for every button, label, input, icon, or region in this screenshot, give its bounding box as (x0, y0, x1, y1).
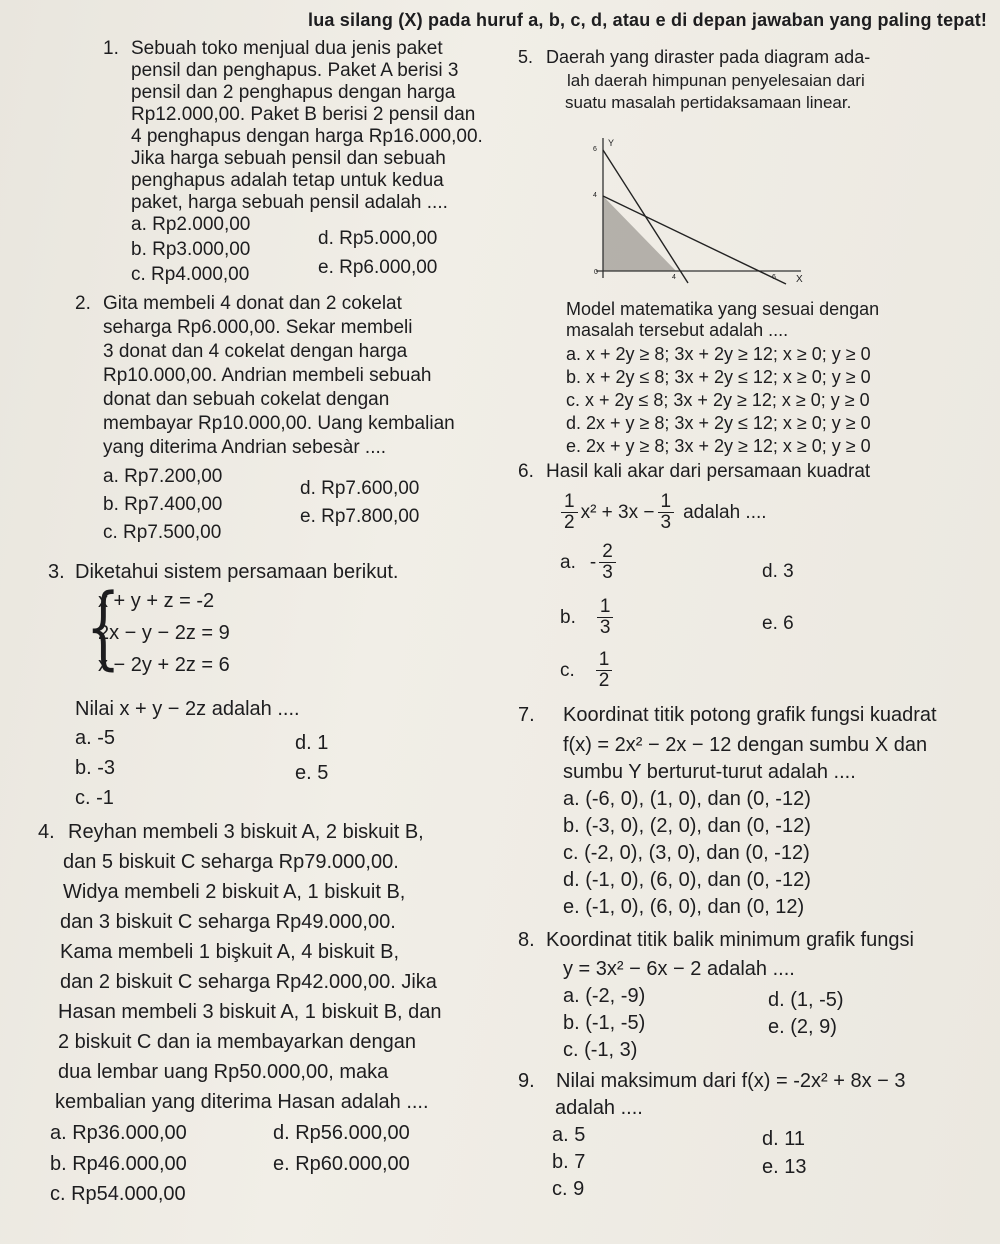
q1-line: Rp12.000,00. Paket B berisi 2 pensil dan (131, 104, 476, 125)
q3-intro: Diketahui sistem persamaan berikut. (75, 561, 399, 583)
q7-option-b[interactable]: b. (-3, 0), (2, 0), dan (0, -12) (563, 815, 811, 837)
q7-option-e[interactable]: e. (-1, 0), (6, 0), dan (0, 12) (563, 896, 805, 918)
q1-option-a[interactable]: a. Rp2.000,00 (131, 214, 251, 235)
graph-x-label: X (796, 274, 803, 285)
q1-line: pensil dan penghapus. Paket A berisi 3 (131, 60, 459, 81)
q8-option-c[interactable]: c. (-1, 3) (563, 1039, 638, 1061)
q9-option-a[interactable]: a. 5 (552, 1124, 586, 1146)
q7-line: Koordinat titik potong grafik fungsi kuadrat (563, 704, 937, 726)
q4-line: dua lembar uang Rp50.000,00, maka (58, 1061, 389, 1083)
q2-line: 3 donat dan 4 cokelat dengan harga (103, 341, 408, 362)
q6-number: 6. (518, 461, 534, 482)
q8-option-a[interactable]: a. (-2, -9) (563, 985, 646, 1007)
q8-line: Koordinat titik balik minimum grafik fungsi (546, 929, 914, 951)
graph-tick: 4 (672, 274, 676, 281)
q2-number: 2. (75, 293, 91, 314)
q6-option-b[interactable]: b. $\frac{1}{3}$ (560, 597, 616, 638)
q2-line: membayar Rp10.000,00. Uang kembalian (103, 413, 455, 434)
q5-after-line: Model matematika yang sesuai dengan (566, 299, 880, 319)
q8-option-e[interactable]: e. (2, 9) (768, 1016, 837, 1038)
q3-equation: 2x − y − 2z = 9 (98, 622, 230, 644)
q5-line: lah daerah himpunan penyelesaian dari (567, 71, 865, 90)
q3-number: 3. (48, 561, 65, 583)
q3-option-a[interactable]: a. -5 (75, 727, 116, 749)
q1-option-c[interactable]: c. Rp4.000,00 (131, 264, 250, 285)
q8-option-d[interactable]: d. (1, -5) (768, 989, 844, 1011)
q3-option-c[interactable]: c. -1 (75, 787, 114, 809)
q2-line: Rp10.000,00. Andrian membeli sebuah (103, 365, 432, 386)
q1-option-e[interactable]: e. Rp6.000,00 (318, 257, 438, 278)
q6-eq-frac1: $\frac{1}{2}$ (561, 492, 578, 533)
q4-line: dan 3 biskuit C seharga Rp49.000,00. (60, 911, 396, 933)
graph-origin: 0 (594, 269, 598, 276)
q6-eq-frac2: $\frac{1}{3}$ (658, 492, 675, 533)
system-brace: { (86, 575, 121, 680)
q2-line: Gita membeli 4 donat dan 2 cokelat (103, 293, 402, 314)
q5-line: suatu masalah pertidaksamaan linear. (565, 93, 852, 112)
q9-line: adalah .... (555, 1097, 643, 1119)
q8-option-b[interactable]: b. (-1, -5) (563, 1012, 646, 1034)
q5-option-e[interactable]: e. 2x + y ≥ 8; 3x + 2y ≥ 12; x ≥ 0; y ≥ 0 (566, 436, 871, 456)
q5-option-b[interactable]: b. x + 2y ≤ 8; 3x + 2y ≤ 12; x ≥ 0; y ≥ 0 (566, 367, 871, 387)
q4-line: 2 biskuit C dan ia membayarkan dengan (58, 1031, 416, 1053)
q8-number: 8. (518, 929, 535, 951)
q9-number: 9. (518, 1070, 535, 1092)
q2-option-b[interactable]: b. Rp7.400,00 (103, 494, 223, 515)
q1-line: Sebuah toko menjual dua jenis paket (131, 38, 443, 59)
q5-after-line: masalah tersebut adalah .... (566, 320, 789, 340)
q4-line: Reyhan membeli 3 biskuit A, 2 biskuit B, (68, 821, 424, 843)
q4-number: 4. (38, 821, 55, 843)
graph-tick: 4 (593, 192, 597, 199)
q4-option-c[interactable]: c. Rp54.000,00 (50, 1183, 186, 1205)
q6-option-e[interactable]: e. 6 (762, 613, 794, 634)
q8-line: y = 3x² − 6x − 2 adalah .... (563, 958, 795, 980)
q4-option-a[interactable]: a. Rp36.000,00 (50, 1122, 187, 1144)
q7-number: 7. (518, 704, 535, 726)
q6-option-d[interactable]: d. 3 (762, 561, 794, 582)
q3-option-e[interactable]: e. 5 (295, 762, 329, 784)
q3-question: Nilai x + y − 2z adalah .... (75, 698, 300, 720)
q2-line: seharga Rp6.000,00. Sekar membeli (103, 317, 413, 338)
q2-option-d[interactable]: d. Rp7.600,00 (300, 478, 420, 499)
q1-option-b[interactable]: b. Rp3.000,00 (131, 239, 251, 260)
q6-equation: $\frac{1}{2}$ x² + 3x − $\frac{1}{3}$ adalah .... (558, 492, 767, 533)
q4-line: dan 5 biskuit C seharga Rp79.000,00. (63, 851, 399, 873)
feasible-region-graph (576, 138, 811, 290)
q2-option-e[interactable]: e. Rp7.800,00 (300, 506, 420, 527)
q6-line: Hasil kali akar dari persamaan kuadrat (546, 461, 871, 482)
q1-line: pensil dan 2 penghapus dengan harga (131, 82, 456, 103)
q6-option-c[interactable]: c. $\frac{1}{2}$ (560, 650, 615, 691)
q7-option-d[interactable]: d. (-1, 0), (6, 0), dan (0, -12) (563, 869, 811, 891)
q5-option-a[interactable]: a. x + 2y ≥ 8; 3x + 2y ≥ 12; x ≥ 0; y ≥ 0 (566, 344, 871, 364)
q3-equation: x + y + z = -2 (98, 590, 215, 612)
q9-option-d[interactable]: d. 11 (762, 1128, 805, 1150)
graph-tick: 6 (593, 146, 597, 153)
q3-option-b[interactable]: b. -3 (75, 757, 116, 779)
q4-option-d[interactable]: d. Rp56.000,00 (273, 1122, 410, 1144)
q4-line: kembalian yang diterima Hasan adalah .... (55, 1091, 429, 1113)
q9-option-c[interactable]: c. 9 (552, 1178, 585, 1200)
q2-option-c[interactable]: c. Rp7.500,00 (103, 522, 222, 543)
q9-line: Nilai maksimum dari f(x) = -2x² + 8x − 3 (556, 1070, 906, 1092)
graph-tick: 6 (772, 274, 776, 281)
q4-line: Hasan membeli 3 biskuit A, 1 biskuit B, dan (58, 1001, 442, 1023)
q1-line: 4 penghapus dengan harga Rp16.000,00. (131, 126, 483, 147)
q5-option-c[interactable]: c. x + 2y ≤ 8; 3x + 2y ≥ 12; x ≥ 0; y ≥ 0 (566, 390, 870, 410)
q9-option-b[interactable]: b. 7 (552, 1151, 586, 1173)
q6-option-a[interactable]: a. - $\frac{2}{3}$ (560, 542, 619, 583)
q7-option-a[interactable]: a. (-6, 0), (1, 0), dan (0, -12) (563, 788, 811, 810)
q4-line: dan 2 biskuit C seharga Rp42.000,00. Jika (60, 971, 437, 993)
q3-option-d[interactable]: d. 1 (295, 732, 329, 754)
q1-line: paket, harga sebuah pensil adalah .... (131, 192, 448, 213)
q7-option-c[interactable]: c. (-2, 0), (3, 0), dan (0, -12) (563, 842, 810, 864)
q5-line: Daerah yang diraster pada diagram ada- (546, 47, 871, 67)
instruction-header: lua silang (X) pada huruf a, b, c, d, atau e di depan jawaban yang paling tepat! (308, 10, 988, 30)
q1-line: penghapus adalah tetap untuk kedua (131, 170, 444, 191)
q5-number: 5. (518, 47, 534, 67)
q4-line: Kama membeli 1 bişkuit A, 4 biskuit B, (60, 941, 400, 963)
q1-option-d[interactable]: d. Rp5.000,00 (318, 228, 438, 249)
q1-number: 1. (103, 38, 119, 59)
q9-option-e[interactable]: e. 13 (762, 1156, 807, 1178)
q2-line: yang diterima Andrian sebesàr .... (103, 437, 387, 458)
q1-line: Jika harga sebuah pensil dan sebuah (131, 148, 446, 169)
q7-line: f(x) = 2x² − 2x − 12 dengan sumbu X dan (563, 734, 928, 756)
q4-option-b[interactable]: b. Rp46.000,00 (50, 1153, 187, 1175)
q4-option-e[interactable]: e. Rp60.000,00 (273, 1153, 410, 1175)
q2-option-a[interactable]: a. Rp7.200,00 (103, 466, 223, 487)
q2-line: donat dan sebuah cokelat dengan (103, 389, 390, 410)
q3-equation: x − 2y + 2z = 6 (98, 654, 230, 676)
graph-y-label: Y (608, 138, 615, 148)
q5-option-d[interactable]: d. 2x + y ≥ 8; 3x + 2y ≤ 12; x ≥ 0; y ≥ 0 (566, 413, 871, 433)
q7-line: sumbu Y berturut-turut adalah .... (563, 761, 856, 783)
q4-line: Widya membeli 2 biskuit A, 1 biskuit B, (63, 881, 406, 903)
